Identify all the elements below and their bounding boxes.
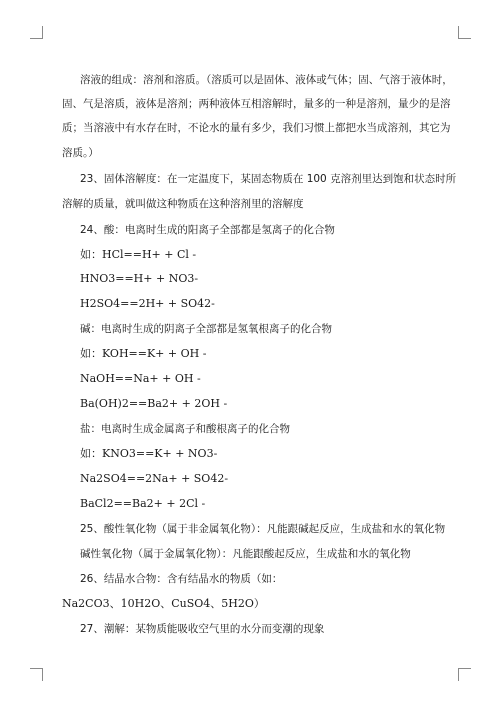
text-line: 23、固体溶解度：在一定温度下，某固态物质在 100 克溶剂里达到饱和状态时所 (80, 173, 457, 185)
text-line: 如：KNO3==K+ + NO3- (80, 447, 218, 460)
text-line: 质；当溶液中有水存在时，不论水的量有多少，我们习惯上都把水当成溶剂，其它为 (62, 122, 451, 134)
text-line: 27、潮解：某物质能吸收空气里的水分而变潮的现象 (80, 623, 325, 635)
text-line: 固、气是溶质，液体是溶剂；两种液体互相溶解时，量多的一种是溶剂，量少的是溶 (62, 98, 451, 110)
text-line: 盐：电离时生成金属离子和酸根离子的化合物 (80, 423, 290, 435)
text-line: 溶解的质量，就叫做这种物质在这种溶剂里的溶解度 (62, 198, 304, 210)
text-line: 如：HCl==H+ + Cl - (80, 248, 197, 261)
text-line: Na2CO3、10H2O、CuSO4、5H2O） (62, 597, 265, 610)
text-line: BaCl2==Ba2+ + 2Cl - (80, 497, 206, 510)
text-line: 碱：电离时生成的阴离子全部都是氢氧根离子的化合物 (80, 323, 332, 335)
text-line: Ba(OH)2==Ba2+ + 2OH - (80, 397, 228, 410)
text-line: 25、酸性氧化物（属于非金属氧化物）：凡能跟碱起反应，生成盐和水的氧化物 (80, 523, 446, 535)
text-line: NaOH==Na+ + OH - (80, 372, 201, 385)
text-line: 溶液的组成：溶剂和溶质。（溶质可以是固体、液体或气体；固、气溶于液体时， (80, 74, 453, 86)
text-line: HNO3==H+ + NO3- (80, 272, 199, 285)
text-line: 碱性氧化物（属于金属氧化物）：凡能跟酸起反应，生成盐和水的氧化物 (80, 548, 411, 560)
text-line: Na2SO4==2Na+ + SO42- (80, 472, 229, 485)
text-line: 26、结晶水合物：含有结晶水的物质（如： (80, 573, 283, 585)
text-line: 24、酸：电离时生成的阳离子全部都是氢离子的化合物 (80, 224, 335, 236)
text-line: 溶质。） (62, 147, 99, 159)
text-line: 如：KOH==K+ + OH - (80, 347, 207, 360)
text-line: H2SO4==2H+ + SO42- (80, 297, 215, 310)
